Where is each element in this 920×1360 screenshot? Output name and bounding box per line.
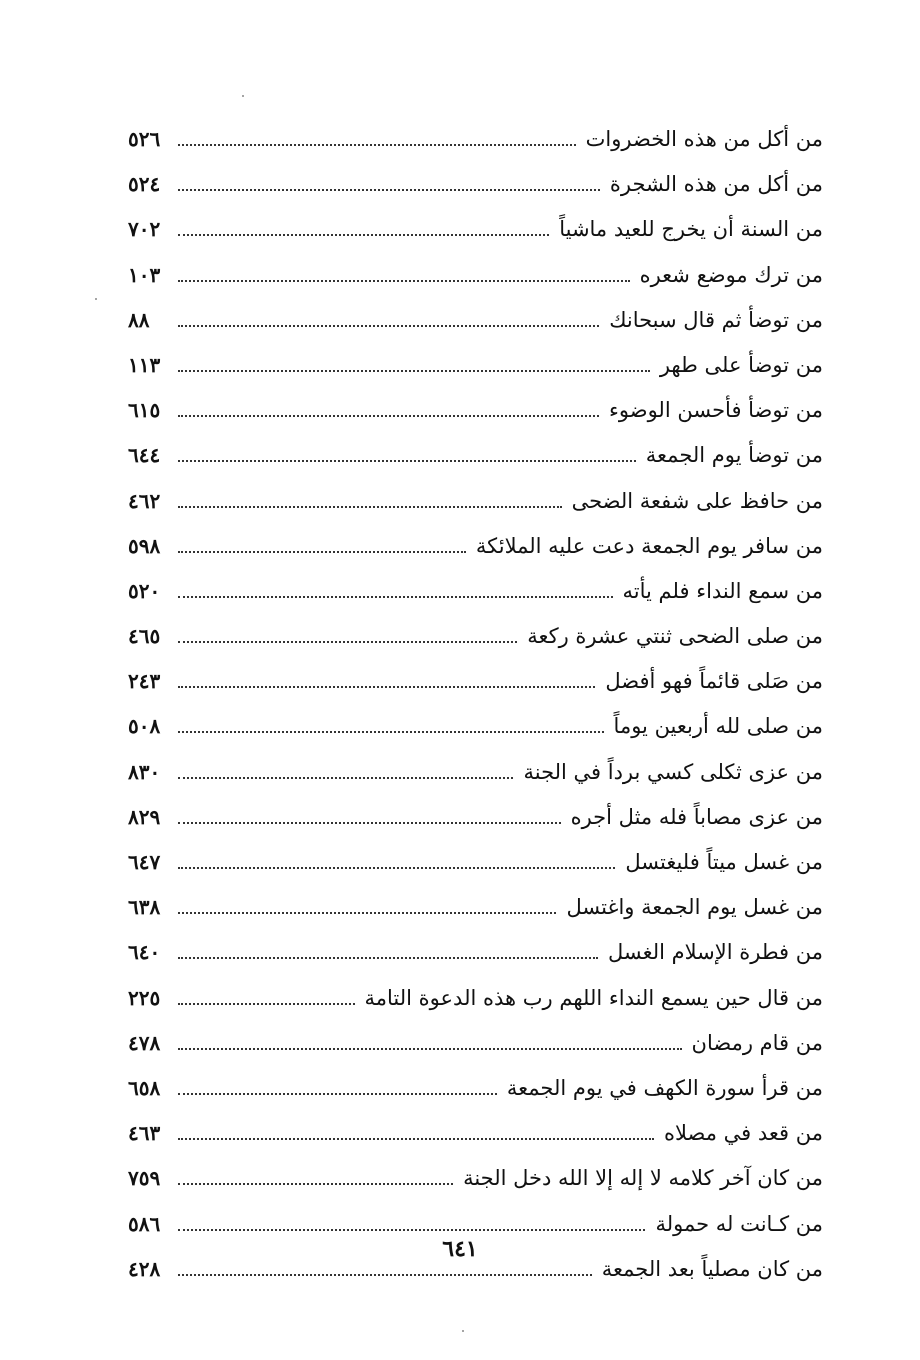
dot-leader bbox=[178, 234, 549, 236]
index-entry bbox=[128, 524, 823, 569]
index-entry bbox=[128, 704, 823, 749]
entry-page-number: ٨٨ bbox=[128, 307, 150, 332]
page-number: ٦٤١ bbox=[442, 1236, 478, 1262]
dot-leader bbox=[178, 325, 599, 327]
entry-text: من عزى ثكلى كسي برداً في الجنة bbox=[523, 759, 823, 784]
dot-leader bbox=[178, 1138, 654, 1140]
dot-leader bbox=[178, 867, 615, 869]
entry-text: من توضأ يوم الجمعة bbox=[645, 443, 823, 468]
index-entry bbox=[128, 1021, 823, 1066]
entry-text: من سمع النداء فلم يأته bbox=[622, 578, 823, 603]
index-entry bbox=[128, 298, 823, 343]
entry-page-number: ٨٢٩ bbox=[128, 804, 161, 829]
scan-speck bbox=[462, 1330, 464, 1332]
entry-page-number: ٢٢٥ bbox=[128, 985, 161, 1010]
entry-page-number: ٦٥٨ bbox=[128, 1075, 161, 1100]
dot-leader bbox=[178, 415, 599, 417]
entry-text: من كان آخر كلامه لا إله إلا الله دخل الجنة bbox=[463, 1166, 823, 1191]
index-entry bbox=[128, 976, 823, 1021]
entry-page-number: ٥٩٨ bbox=[128, 533, 161, 558]
dot-leader bbox=[178, 686, 595, 688]
entry-page-number: ٦٤٠ bbox=[128, 940, 161, 965]
index-entry bbox=[128, 162, 823, 207]
index-entry bbox=[128, 479, 823, 524]
entry-text: من قرأ سورة الكهف في يوم الجمعة bbox=[506, 1075, 823, 1100]
entry-text: من كان مصلياً بعد الجمعة bbox=[601, 1256, 823, 1281]
entry-text: من حافظ على شفعة الضحى bbox=[571, 488, 823, 513]
dot-leader bbox=[178, 506, 562, 508]
dot-leader bbox=[178, 280, 630, 282]
entry-text: من قال حين يسمع النداء اللهم رب هذه الدعوة التامة bbox=[364, 985, 823, 1010]
index-entry bbox=[128, 614, 823, 659]
index-entry bbox=[128, 388, 823, 433]
entry-text: من صلى الضحى ثنتي عشرة ركعة bbox=[527, 624, 823, 649]
index-entry bbox=[128, 433, 823, 478]
dot-leader bbox=[178, 1003, 355, 1005]
entry-page-number: ١١٣ bbox=[128, 352, 161, 377]
entry-page-number: ٦٣٨ bbox=[128, 895, 161, 920]
entry-page-number: ٥٢٠ bbox=[128, 578, 161, 603]
index-entry bbox=[128, 207, 823, 252]
entry-page-number: ٤٧٨ bbox=[128, 1030, 161, 1055]
entry-page-number: ٢٤٣ bbox=[128, 669, 161, 694]
dot-leader bbox=[178, 144, 576, 146]
index-entry bbox=[128, 930, 823, 975]
entry-text: من غسل ميتاً فليغتسل bbox=[625, 850, 823, 874]
entry-page-number: ٤٢٨ bbox=[128, 1256, 161, 1281]
index-entry bbox=[128, 840, 823, 885]
entry-page-number: ١٠٣ bbox=[128, 262, 161, 287]
index-entry bbox=[128, 885, 823, 930]
entry-text: من توضأ ثم قال سبحانك bbox=[609, 307, 823, 332]
dot-leader bbox=[178, 1048, 682, 1050]
entry-page-number: ٤٦٥ bbox=[128, 624, 161, 649]
entry-text: من سافر يوم الجمعة دعت عليه الملائكة bbox=[475, 533, 823, 558]
scan-speck bbox=[95, 298, 97, 300]
entry-page-number: ٧٥٩ bbox=[128, 1166, 161, 1191]
entry-text: من توضأ فأحسن الوضوء bbox=[609, 398, 823, 423]
entry-text: من عزى مصاباً فله مثل أجره bbox=[570, 804, 823, 829]
entry-page-number: ٥٢٦ bbox=[128, 127, 161, 151]
index-entry bbox=[128, 1111, 823, 1156]
dot-leader bbox=[178, 370, 650, 372]
dot-leader bbox=[178, 731, 604, 733]
entry-text: من ترك موضع شعره bbox=[639, 262, 823, 287]
index-entry bbox=[128, 750, 823, 795]
entry-page-number: ٤٦٣ bbox=[128, 1121, 161, 1146]
entry-page-number: ٥٨٦ bbox=[128, 1211, 161, 1236]
entry-page-number: ٦٤٤ bbox=[128, 443, 161, 468]
index-entry bbox=[128, 343, 823, 388]
entry-page-number: ٦٤٧ bbox=[128, 850, 161, 874]
entry-text: من قعد في مصلاه bbox=[664, 1121, 823, 1146]
dot-leader bbox=[178, 1274, 592, 1276]
entry-page-number: ٨٣٠ bbox=[128, 759, 161, 784]
entry-page-number: ٦١٥ bbox=[128, 398, 161, 423]
dot-leader bbox=[178, 777, 513, 779]
entry-text: من أكل من هذه الخضروات bbox=[585, 127, 823, 151]
dot-leader bbox=[178, 822, 561, 824]
index-entry bbox=[128, 569, 823, 614]
entry-text: من كـانت له حمولة bbox=[655, 1211, 823, 1236]
entry-text: من غسل يوم الجمعة واغتسل bbox=[566, 895, 823, 920]
index-entry bbox=[128, 1156, 823, 1201]
dot-leader bbox=[178, 460, 636, 462]
dot-leader bbox=[178, 1229, 645, 1231]
entry-page-number: ٤٦٢ bbox=[128, 488, 161, 513]
entry-page-number: ٥٠٨ bbox=[128, 714, 161, 739]
index-entry bbox=[128, 1066, 823, 1111]
dot-leader bbox=[178, 596, 613, 598]
index-entries bbox=[128, 117, 823, 1292]
entry-text: من السنة أن يخرج للعيد ماشياً bbox=[559, 217, 823, 242]
dot-leader bbox=[178, 957, 598, 959]
scan-speck bbox=[242, 95, 244, 97]
dot-leader bbox=[178, 641, 517, 643]
index-entry bbox=[128, 659, 823, 704]
dot-leader bbox=[178, 912, 556, 914]
index-entry bbox=[128, 253, 823, 298]
entry-text: من قام رمضان bbox=[691, 1030, 823, 1055]
entry-text: من توضأ على طهر bbox=[659, 352, 823, 377]
dot-leader bbox=[178, 1093, 497, 1095]
index-entry bbox=[128, 795, 823, 840]
entry-text: من صَلى قائماً فهو أفضل bbox=[605, 669, 823, 694]
dot-leader bbox=[178, 551, 466, 553]
entry-page-number: ٥٢٤ bbox=[128, 172, 161, 197]
index-entry bbox=[128, 117, 823, 162]
entry-page-number: ٧٠٢ bbox=[128, 217, 161, 242]
entry-text: من صلى لله أربعين يوماً bbox=[613, 714, 823, 739]
dot-leader bbox=[178, 1183, 453, 1185]
entry-text: من أكل من هذه الشجرة bbox=[609, 172, 823, 197]
entry-text: من فطرة الإسلام الغسل bbox=[607, 940, 823, 965]
dot-leader bbox=[178, 189, 600, 191]
